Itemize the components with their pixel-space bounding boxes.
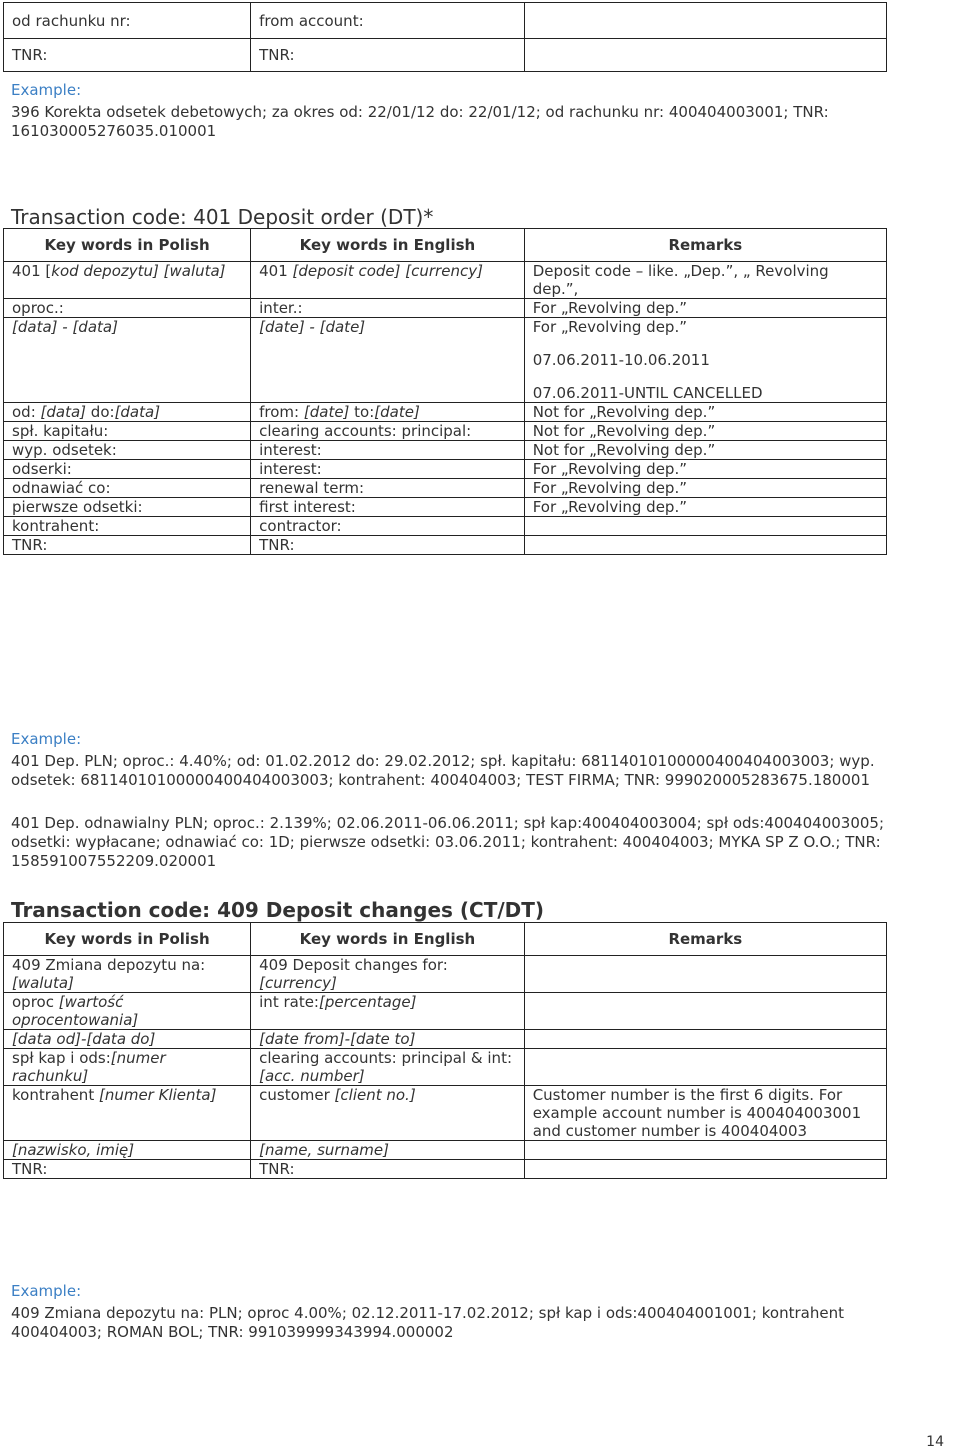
table-cell [251,993,525,1030]
table-cell: TNR: [4,1160,251,1179]
cell-text: 409 Zmiana depozytu na: [12,956,206,974]
page-number: 14 [926,1434,944,1450]
cell-text: do: [86,403,115,421]
example-text: 409 Zmiana depozytu na: PLN; oproc 4.00%; 02.12.2011-17.02.2012; spł kap i ods:400404001001; kontrahent 400404003; ROMAN BOL; TNR: 991039999343994.000002 [11,1304,844,1341]
table-row [4,536,887,555]
table-cell [251,262,525,299]
cell-text: 409 Deposit changes for: [259,956,448,974]
cell-placeholder: kod depozytu] [waluta] [51,262,226,280]
table-cell: renewal term: [251,479,525,498]
column-header: Key words in English [251,923,525,956]
table-cell [4,262,251,299]
table-row [4,403,887,422]
table-cell: For „Revolving dep.” [524,498,886,517]
table-cell [524,1141,886,1160]
table-cell: inter.: [251,299,525,318]
column-header: Key words in Polish [4,923,251,956]
cell-text: from: [259,403,304,421]
table-cell: kontrahent: [4,517,251,536]
cell-line: 07.06.2011-10.06.2011 [532,351,710,369]
table-cell: odserki: [4,460,251,479]
table-cell [524,536,886,555]
cell-placeholder: [waluta] [12,974,74,992]
cell-text: od: [12,403,41,421]
cell-line: 07.06.2011-UNTIL CANCELLED [532,384,763,402]
table-header-row [4,229,887,262]
table-row [4,3,887,39]
table-cell: Deposit code – like. „Dep.”, „ Revolving dep.”, [524,262,886,299]
table-cell [251,1086,525,1141]
column-header: Key words in English [251,229,525,262]
table-cell: TNR: [4,39,251,72]
cell-text: to: [349,403,375,421]
table-row [4,1086,887,1141]
cell-text: customer [259,1086,335,1104]
table-cell: wyp. odsetek: [4,441,251,460]
table-cell: od rachunku nr: [4,3,251,39]
table-row [4,460,887,479]
example-text: 396 Korekta odsetek debetowych; za okres od: 22/01/12 do: 22/01/12; od rachunku nr: 400404003001; TNR: 161030005276035.010001 [11,103,829,140]
transaction-401-table [3,228,887,555]
table-cell: oproc.: [4,299,251,318]
table-cell: Not for „Revolving dep.” [524,422,886,441]
table-cell [251,403,525,422]
table-cell: Customer number is the first 6 digits. For example account number is 400404003001 and customer number is 400404003 [524,1086,886,1141]
table-row [4,993,887,1030]
table-row [4,1049,887,1086]
table-row [4,956,887,993]
table-cell: For „Revolving dep.” [524,479,886,498]
table-cell: TNR: [251,39,525,72]
table-cell [524,1049,886,1086]
cell-text: spł kap i ods: [12,1049,111,1067]
table-cell: TNR: [4,536,251,555]
table-cell: [nazwisko, imię] [4,1141,251,1160]
table-cell: pierwsze odsetki: [4,498,251,517]
table-cell [524,956,886,993]
cell-text: int rate: [259,993,319,1011]
cell-text: 401 [259,262,293,280]
table-cell [524,1030,886,1049]
table-cell [251,1049,525,1086]
table-cell: odnawiać co: [4,479,251,498]
table-cell: clearing accounts: principal: [251,422,525,441]
table-row [4,1141,887,1160]
cell-text: clearing accounts: principal & int: [259,1049,513,1067]
cell-placeholder: [client no.] [334,1086,416,1104]
cell-placeholder: [date] [303,403,350,421]
cell-placeholder: [data] [114,403,161,421]
table-cell [524,517,886,536]
transaction-409-table [3,922,887,1179]
table-row [4,441,887,460]
table-cell [4,1049,251,1086]
column-header: Key words in Polish [4,229,251,262]
table-cell: contractor: [251,517,525,536]
table-cell: [data od]-[data do] [4,1030,251,1049]
example-text: 401 Dep. PLN; oproc.: 4.40%; od: 01.02.2012 do: 29.02.2012; spł. kapitału: 68114010100000400404003003; wyp. odsetek: 68114010100000400404003003; kontrahent: 400404003; TEST FIRMA; TNR: 999020005283675.180001 [11,752,875,789]
table-row [4,299,887,318]
table-cell [4,993,251,1030]
cell-placeholder: [percentage] [319,993,417,1011]
cell-line: For „Revolving dep.” [532,318,687,336]
example-label: Example: [11,81,82,99]
table-cell: TNR: [251,1160,525,1179]
table-cell [524,1160,886,1179]
cell-text: kontrahent [12,1086,99,1104]
table-cell: from account: [251,3,525,39]
example-label: Example: [11,1282,82,1300]
table-cell [4,403,251,422]
table-cell: Not for „Revolving dep.” [524,441,886,460]
cell-placeholder: [data] [40,403,87,421]
table-cell: interest: [251,441,525,460]
table-cell: Not for „Revolving dep.” [524,403,886,422]
table-cell [4,956,251,993]
table-cell: For „Revolving dep.” [524,460,886,479]
table-cell [4,1086,251,1141]
cell-placeholder: [deposit code] [currency] [292,262,483,280]
cell-text: oproc [12,993,59,1011]
table-row [4,479,887,498]
cell-placeholder: [currency] [259,974,337,992]
table-cell: [data] - [data] [4,318,251,403]
example-label: Example: [11,730,82,748]
section-title-409: Transaction code: 409 Deposit changes (CT/DT) [11,898,545,922]
cell-placeholder: [wartość oprocentowania] [12,993,139,1029]
table-cell: [name, surname] [251,1141,525,1160]
cell-text: 401 [ [12,262,52,280]
table-cell [524,318,886,403]
table-cell: spł. kapitału: [4,422,251,441]
example-text: 401 Dep. odnawialny PLN; oproc.: 2.139%; 02.06.2011-06.06.2011; spł kap:400404003004; spł ods:400404003005; odsetki: wypłacane; odnawiać co: 1D; pierwsze odsetki: 03.06.2011; kontrahent: 400404003; MYKA SP Z O.O.; TNR: 158591007552209.020001 [11,814,885,870]
table-row [4,1030,887,1049]
table-cell [524,993,886,1030]
column-header: Remarks [524,229,886,262]
table-row [4,422,887,441]
table-cell: [date from]-[date to] [251,1030,525,1049]
table-cell: TNR: [251,536,525,555]
table-cell: interest: [251,460,525,479]
table-row [4,517,887,536]
section-title-401: Transaction code: 401 Deposit order (DT)* [11,205,434,229]
table-row [4,498,887,517]
cell-placeholder: [date] [374,403,420,421]
table-cell [524,39,886,72]
table-row [4,318,887,403]
table-row [4,1160,887,1179]
table-cell [524,3,886,39]
column-header: Remarks [524,923,886,956]
table-cell [251,956,525,993]
account-table [3,2,887,72]
table-row [4,39,887,72]
cell-placeholder: [acc. number] [259,1067,365,1085]
cell-placeholder: [numer rachunku] [12,1049,166,1085]
table-cell: For „Revolving dep.” [524,299,886,318]
table-header-row [4,923,887,956]
table-cell: [date] - [date] [251,318,525,403]
table-cell: first interest: [251,498,525,517]
cell-placeholder: [numer Klienta] [98,1086,217,1104]
table-row [4,262,887,299]
